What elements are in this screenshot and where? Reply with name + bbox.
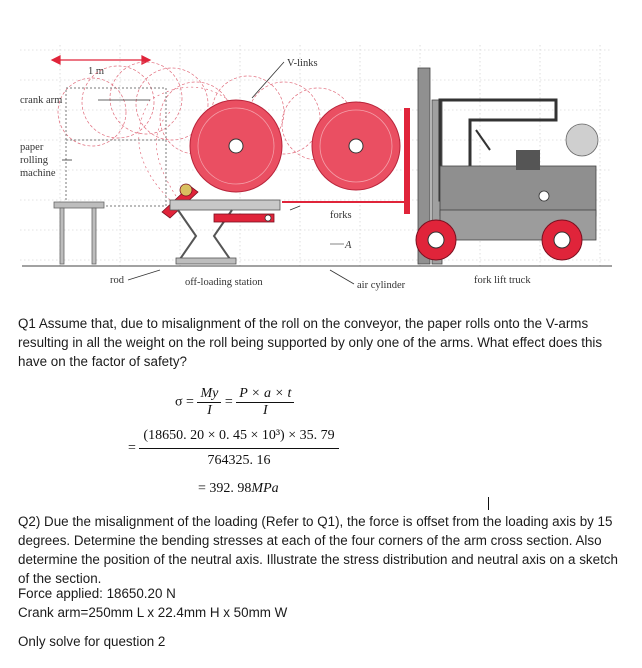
question-1-text: Q1 Assume that, due to misalignment of the roll on the conveyor, the paper rolls onto the V-arms resulting in all the weight on the roll being supported by only one of the arms. What effect does this have on the factor of safety? — [18, 316, 603, 369]
fork-lift-truck-label: fork lift truck — [474, 275, 531, 286]
equation-substitution — [128, 428, 339, 469]
machine-label-line2: rolling — [20, 155, 48, 166]
forks-label: forks — [330, 210, 352, 221]
fraction-my-over-i — [197, 386, 221, 419]
forklift-paper-roll-figure — [0, 0, 642, 300]
left-table — [54, 202, 104, 264]
point-a-label: A — [345, 240, 352, 251]
air-cylinder-label: air cylinder — [357, 280, 406, 291]
crank-arm-dimensions-text: Crank arm=250mm L x 22.4mm H x 50mm W — [18, 605, 288, 620]
substitution-denominator: 764325. 16 — [207, 453, 271, 468]
equals-sign: = — [128, 440, 136, 456]
off-loading-station — [170, 200, 280, 264]
machine-label-line3: machine — [20, 168, 56, 179]
equals-sign: = — [186, 394, 194, 410]
fraction-substitution — [139, 428, 338, 469]
instruction-note: Only solve for question 2 — [18, 634, 166, 649]
crank-arm-label: crank arm — [20, 95, 63, 106]
result-unit: MPa — [251, 481, 279, 496]
numerator-my: My — [197, 386, 221, 403]
paper-rolling-machine — [66, 88, 166, 206]
rear-wheel — [542, 220, 582, 260]
machine-label-line1: paper — [20, 142, 44, 153]
force-applied-text: Force applied: 18650.20 N — [18, 586, 176, 601]
fraction-pat-over-i — [236, 386, 294, 419]
length-label: 1 m — [88, 66, 105, 77]
denominator-i: I — [207, 403, 212, 418]
vlinks-label: V-links — [287, 58, 318, 69]
dimension-1m — [52, 56, 150, 64]
text-cursor — [488, 497, 489, 510]
paper-roll-left — [190, 100, 282, 192]
front-wheel — [416, 220, 456, 260]
result-value: 392. 98 — [209, 481, 252, 496]
denominator-i: I — [262, 403, 268, 418]
fork-lift-truck — [416, 68, 598, 264]
equation-result — [198, 481, 279, 497]
off-loading-station-label: off-loading station — [185, 277, 263, 288]
equals-sign: = — [224, 394, 233, 410]
conveyor-post — [404, 108, 410, 214]
equals-sign: = — [198, 481, 206, 496]
question-2-text: Q2) Due the misalignment of the loading (Refer to Q1), the force is offset from the loading axis by 15 degrees. Determine the bending stresses at each of the four corners of the arm cross section. Also determine the position of the neutral axis. Illustrate the stress distribution and neutral axis on a sketch of the section. — [18, 514, 618, 586]
substitution-numerator: (18650. 20 × 0. 45 × 10³) × 35. 79 — [139, 428, 338, 449]
rod-label: rod — [110, 275, 124, 286]
sigma-symbol: σ — [175, 394, 183, 410]
equation-stress — [175, 386, 294, 419]
paper-roll-right — [312, 102, 400, 190]
numerator-pat: P × a × t — [236, 386, 294, 403]
